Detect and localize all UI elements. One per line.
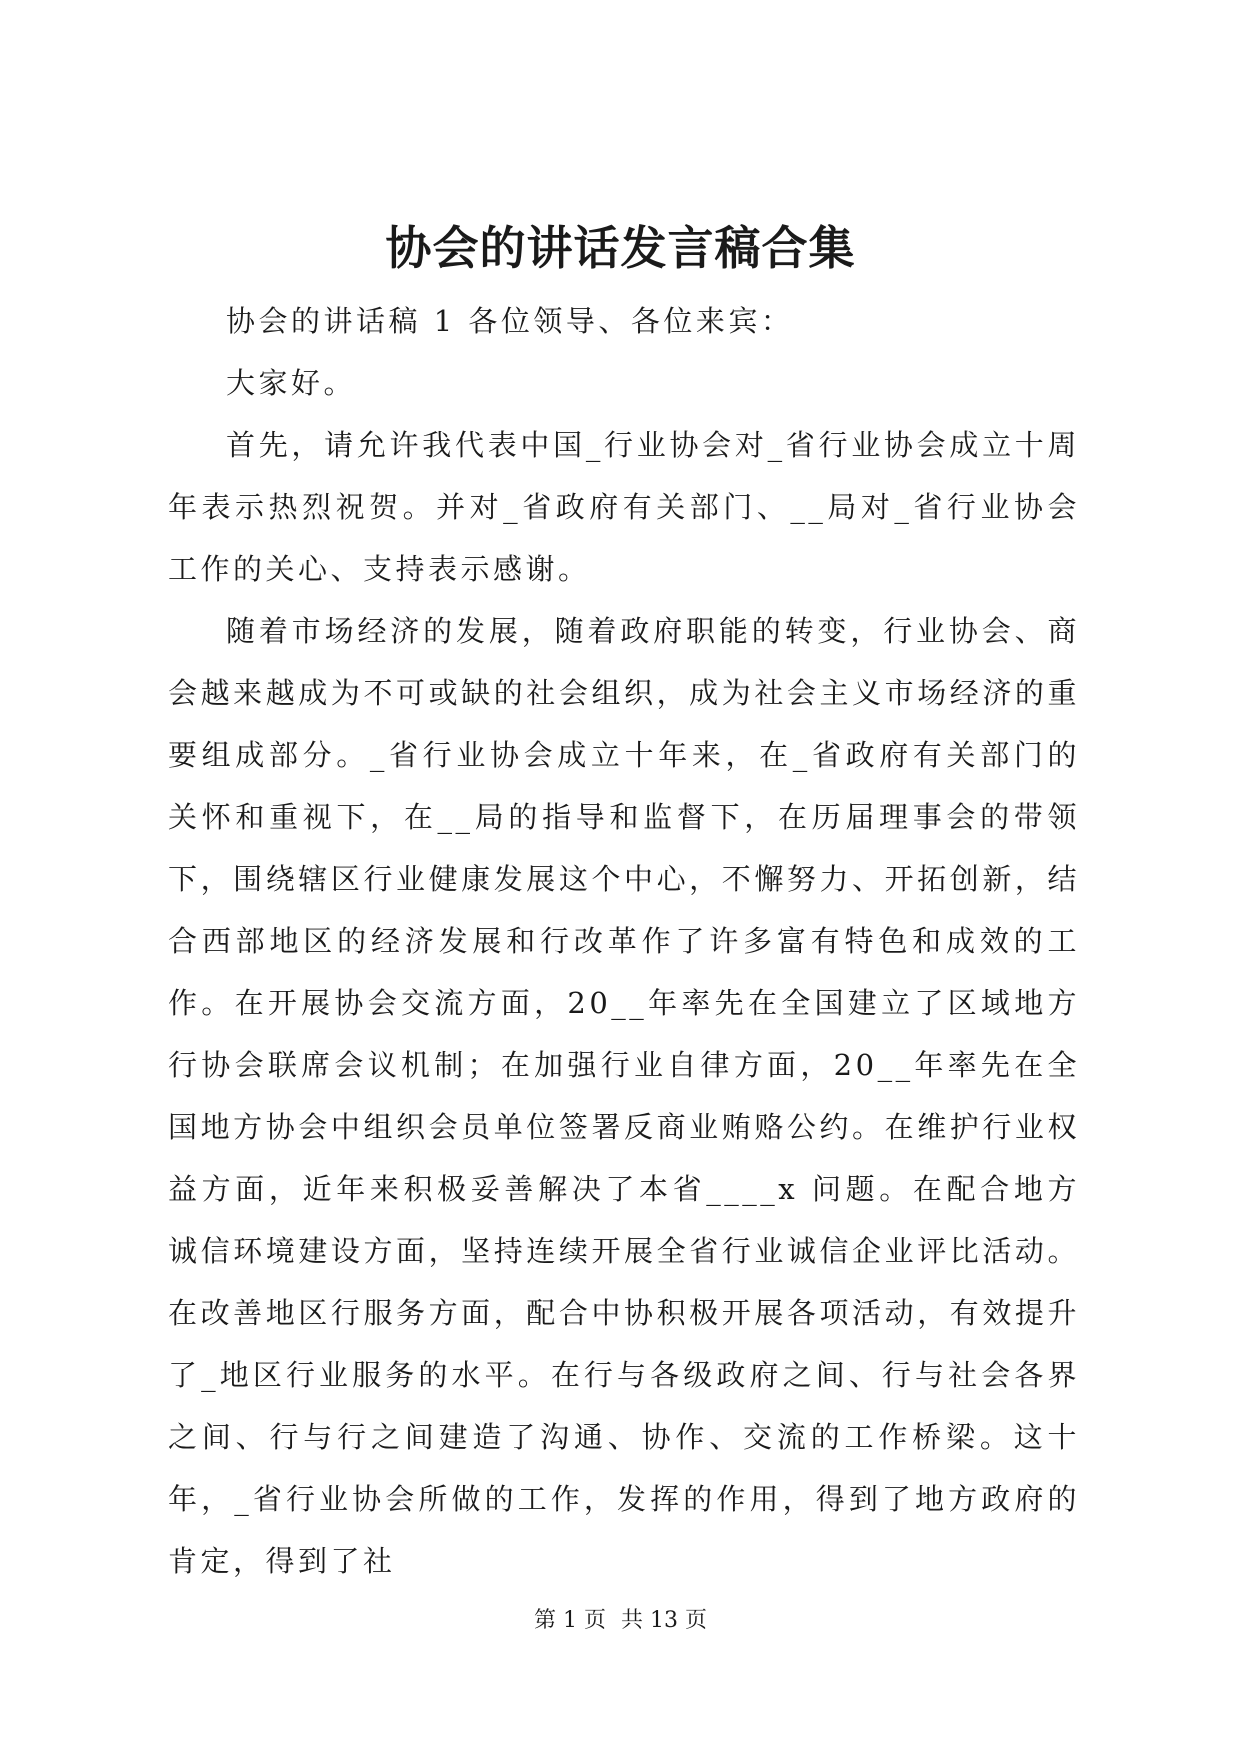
paragraph-greeting: 协会的讲话稿 1 各位领导、各位来宾： [226,304,794,338]
paragraph-achievements: 随着市场经济的发展，随着政府职能的转变，行业协会、商会越来越成为不可或缺的社会组织，成为社会主义市场经济的重要组成部分。_省行业协会成立十年来，在_省政府有关部门的关怀和重视下，在__局的指导和监督下，在历届理事会的带领下，围绕辖区行业健康发展这个中心，不懈努力、开拓创新，结合西部地区的经济发展和行改革作了许多富有特色和成效的工作。在开展协会交流方面，20__年率先在全国建立了区域地方行协会联席会议机制；在加强行业自律方面，20__年率先在全国地方协会中组织会员单位签署反商业贿赂公约。在维护行业权益方面，近年来积极妥善解决了本省____x 问题。在配合地方诚信环境建设方面，坚持连续开展全省行业诚信企业评比活动。在改善地区行服务方面，配合中协积极开展各项活动，有效提升了_地区行业服务的水平。在行与各级政府之间、行与社会各界之间、行与行之间建造了沟通、协作、交流的工作桥梁。这十年，_省行业协会所做的工作，发挥的作用，得到了地方政府的肯定，得到了社 [168,614,1080,1578]
page-total: 共 13 页 [621,1608,707,1633]
page-footer [0,1606,1241,1636]
document-body [168,290,1080,1592]
paragraph-congratulations: 首先，请允许我代表中国_行业协会对_省行业协会成立十周年表示热烈祝贺。并对_省政府有关部门、__局对_省行业协会工作的关心、支持表示感谢。 [168,428,1080,586]
document-title: 协会的讲话发言稿合集 [385,221,856,275]
paragraph-hello: 大家好。 [226,366,357,400]
page-number: 第 1 页 [534,1608,606,1633]
